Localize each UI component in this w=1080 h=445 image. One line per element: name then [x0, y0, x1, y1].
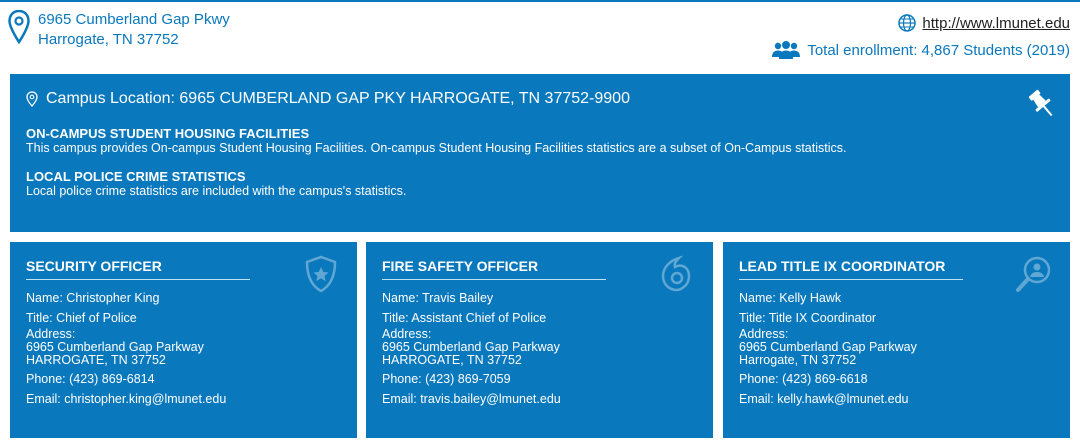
- enrollment-text: Total enrollment: 4,867 Students (2019): [807, 41, 1070, 59]
- fire-safety-officer-card: [366, 242, 713, 438]
- title-ix-coordinator-card: [723, 242, 1070, 438]
- map-pin-icon: [8, 10, 30, 44]
- address-line-1: 6965 Cumberland Gap Parkway: [382, 340, 560, 354]
- contact-title: Title: Assistant Chief of Police: [382, 310, 547, 325]
- security-officer-card: [10, 242, 357, 438]
- heading-underline: [382, 279, 606, 280]
- contact-email[interactable]: Email: kelly.hawk@lmunet.edu: [739, 391, 909, 406]
- card-heading: LEAD TITLE IX COORDINATOR: [739, 258, 946, 274]
- card-heading: SECURITY OFFICER: [26, 258, 162, 274]
- top-divider: [0, 0, 1080, 2]
- campus-info-panel: [10, 74, 1070, 232]
- contact-cards: [10, 242, 1070, 438]
- police-text: Local police crime statistics are included with the campus's statistics.: [26, 184, 407, 198]
- campus-location: [26, 90, 1054, 108]
- heading-underline: [26, 279, 250, 280]
- contact-phone[interactable]: Phone: (423) 869-7059: [382, 372, 511, 386]
- website-link[interactable]: http://www.lmunet.edu: [922, 14, 1070, 32]
- contact-name: Name: Travis Bailey: [382, 291, 494, 305]
- contact-email[interactable]: Email: travis.bailey@lmunet.edu: [382, 391, 561, 406]
- address-label: Address:: [26, 327, 76, 341]
- fire-swirl-icon: [657, 254, 697, 294]
- location-pin-icon: [26, 91, 38, 107]
- globe-icon: [898, 14, 916, 32]
- address-label: Address:: [382, 327, 432, 341]
- address-line-2: Harrogate, TN 37752: [38, 31, 179, 48]
- institution-address: [8, 10, 230, 50]
- contact-email[interactable]: Email: christopher.king@lmunet.edu: [26, 391, 227, 406]
- contact-title: Title: Chief of Police: [26, 310, 137, 325]
- enrollment-row: [771, 40, 1070, 60]
- campus-location-text: Campus Location: 6965 CUMBERLAND GAP PKY HARROGATE, TN 37752-9900: [46, 90, 630, 107]
- person-search-icon: [1014, 254, 1054, 294]
- contact-phone[interactable]: Phone: (423) 869-6814: [26, 372, 155, 386]
- address-line-2: Harrogate, TN 37752: [739, 353, 857, 367]
- contact-name: Name: Kelly Hawk: [739, 291, 842, 305]
- users-icon: [771, 40, 801, 60]
- address-line-1: 6965 Cumberland Gap Parkway: [26, 340, 204, 354]
- contact-title: Title: Title IX Coordinator: [739, 310, 877, 325]
- badge-icon: [301, 254, 341, 294]
- pushpin-icon: [1024, 86, 1060, 122]
- address-line-2: HARROGATE, TN 37752: [26, 353, 166, 367]
- housing-text: This campus provides On-campus Student Housing Facilities. On-campus Student Housing Facilities statistics are a subset of On-Campus statistics.: [26, 141, 847, 155]
- address-line-1: 6965 Cumberland Gap Parkway: [739, 340, 917, 354]
- address-line-2: HARROGATE, TN 37752: [382, 353, 522, 367]
- police-heading: LOCAL POLICE CRIME STATISTICS: [26, 169, 246, 184]
- contact-name: Name: Christopher King: [26, 291, 160, 305]
- heading-underline: [739, 279, 963, 280]
- address-label: Address:: [739, 327, 789, 341]
- website-row: [898, 14, 1070, 32]
- contact-phone[interactable]: Phone: (423) 869-6618: [739, 372, 868, 386]
- card-heading: FIRE SAFETY OFFICER: [382, 258, 539, 274]
- housing-heading: ON-CAMPUS STUDENT HOUSING FACILITIES: [26, 126, 310, 141]
- address-line-1: 6965 Cumberland Gap Pkwy: [38, 11, 230, 28]
